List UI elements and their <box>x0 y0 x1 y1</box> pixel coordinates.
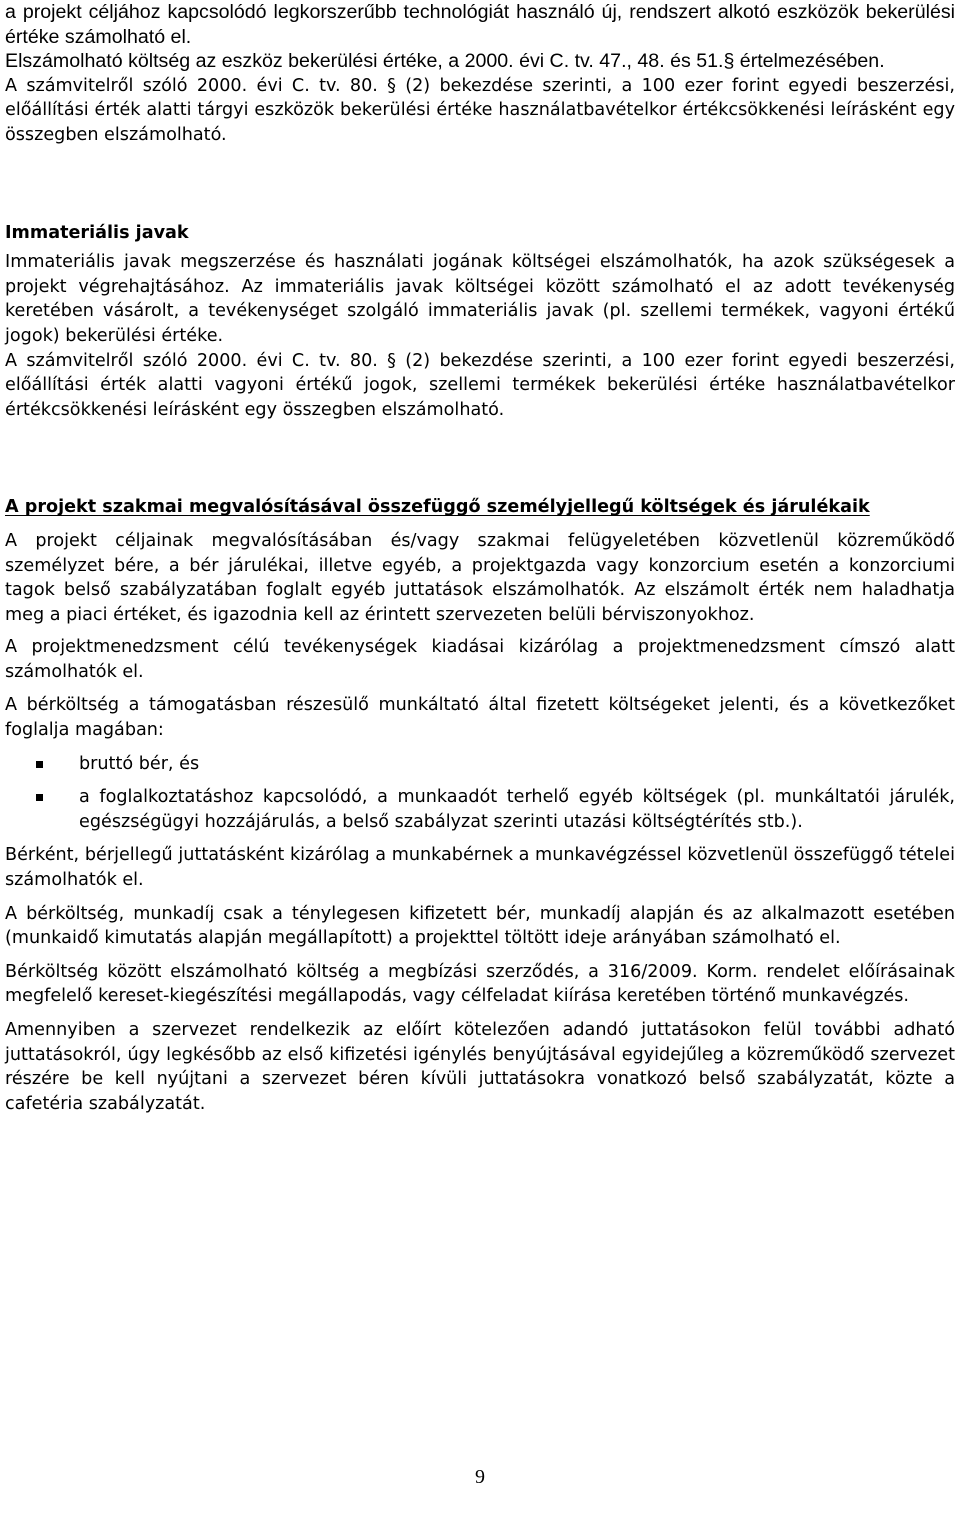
personnel-paragraph-2: A projektmenedzsment célú tevékenységek kiadásai kizárólag a projektmenedzsment címszó alatt számolhatók el. <box>5 637 955 682</box>
immaterial-paragraph-2: A számvitelről szóló 2000. évi C. tv. 80. § (2) bekezdése szerinti, a 100 ezer forint egyedi beszerzési, előállítási érték alatti vagyoni értékű jogok, szellemi termékek bekerülési értéke használatbavételkor értékcsökkenési leírásként egy összegben elszámolható. <box>5 350 955 420</box>
intro-paragraph-1: a projekt céljához kapcsolódó legkorszerűbb technológiát használó új, rendszert alkotó eszközök bekerülési értéke számolható el. <box>5 1 955 48</box>
square-bullet-icon <box>36 761 43 768</box>
page-number: 9 <box>475 1466 485 1488</box>
personnel-paragraph-5: A bérköltség, munkadíj csak a ténylegesen kifizetett bér, munkadíj alapján és az alkalmazott esetében (munkaidő kimutatás alapján megállapított) a projekttel töltött ideje arányában számolható el. <box>5 903 955 949</box>
list-item <box>5 785 955 834</box>
personnel-paragraph-3: A bérköltség a támogatásban részesülő munkáltató által fizetett költségeket jelenti, és a következőket foglalja magában: <box>5 695 955 741</box>
personnel-paragraph-4: Bérként, bérjellegű juttatásként kizárólag a munkabérnek a munkavégzéssel közvetlenül összefüggő tételei számolhatók el. <box>5 845 955 891</box>
wage-cost-list <box>5 752 955 835</box>
personnel-paragraph-6: Bérköltség között elszámolható költség a megbízási szerződés, a 316/2009. Korm. rendelet előírásainak megfelelő kereset-kiegészítési megállapodás, vagy célfeladat kiírása keretében történő munkavégzés. <box>5 961 955 1007</box>
personnel-paragraph-1: A projekt céljainak megvalósításában és/vagy szakmai felügyeletében közvetlenül közreműködő személyzet bére, a bér járulékai, illetve egyéb, a projektgazda vagy konzorcium esetén a konzorciumi tagok belső szabályzatában foglalt egyéb juttatások elszámolhatók. Az elszámolt érték nem haladhatja meg a piaci értéket, és igazodnia kell az érintett szervezeten belüli bérviszonyokhoz. <box>5 530 955 625</box>
intro-paragraph-2: Elszámolható költség az eszköz bekerülési értéke, a 2000. évi C. tv. 47., 48. és 51.§ értelmezésében. <box>5 50 885 73</box>
list-item-text: bruttó bér, és <box>79 753 200 774</box>
list-item <box>5 752 955 777</box>
document-page <box>5 0 955 1116</box>
intro-paragraph-3: A számvitelről szóló 2000. évi C. tv. 80. § (2) bekezdése szerinti, a 100 ezer forint egyedi beszerzési, előállítási érték alatti tárgyi eszközök bekerülési értéke használatbavételkor értékcsökkenési leírásként egy összegben elszámolható. <box>5 75 955 145</box>
personnel-heading: A projekt szakmai megvalósításával összefüggő személyjellegű költségek és járulékaik <box>5 497 870 518</box>
square-bullet-icon <box>36 794 43 801</box>
immaterial-heading: Immateriális javak <box>5 222 189 243</box>
immaterial-paragraph-1: Immateriális javak megszerzése és használati jogának költségei elszámolhatók, ha azok szükségesek a projekt végrehajtásához. Az immateriális javak költségei között számolható el az adott tevékenység keretében vásárolt, a tevékenységet szolgáló immateriális javak (pl. szellemi termékek, vagyoni értékű jogok) bekerülési értéke. <box>5 252 955 346</box>
list-item-text: a foglalkoztatáshoz kapcsolódó, a munkaadót terhelő egyéb költségek (pl. munkáltatói járulék, egészségügyi hozzájárulás, a belső szabályzat szerinti utazási költségtérítés stb.). <box>79 787 955 832</box>
personnel-paragraph-7: Amennyiben a szervezet rendelkezik az előírt kötelezően adandó juttatásokon felül további adható juttatásokról, úgy legkésőbb az első kifizetési igénylés benyújtásával egyidejűleg a közreműködő szervezet részére be kell nyújtani a szervezet béren kívüli juttatásokra vonatkozó belső szabályzatát, közte a cafetéria szabályzatát. <box>5 1020 955 1114</box>
